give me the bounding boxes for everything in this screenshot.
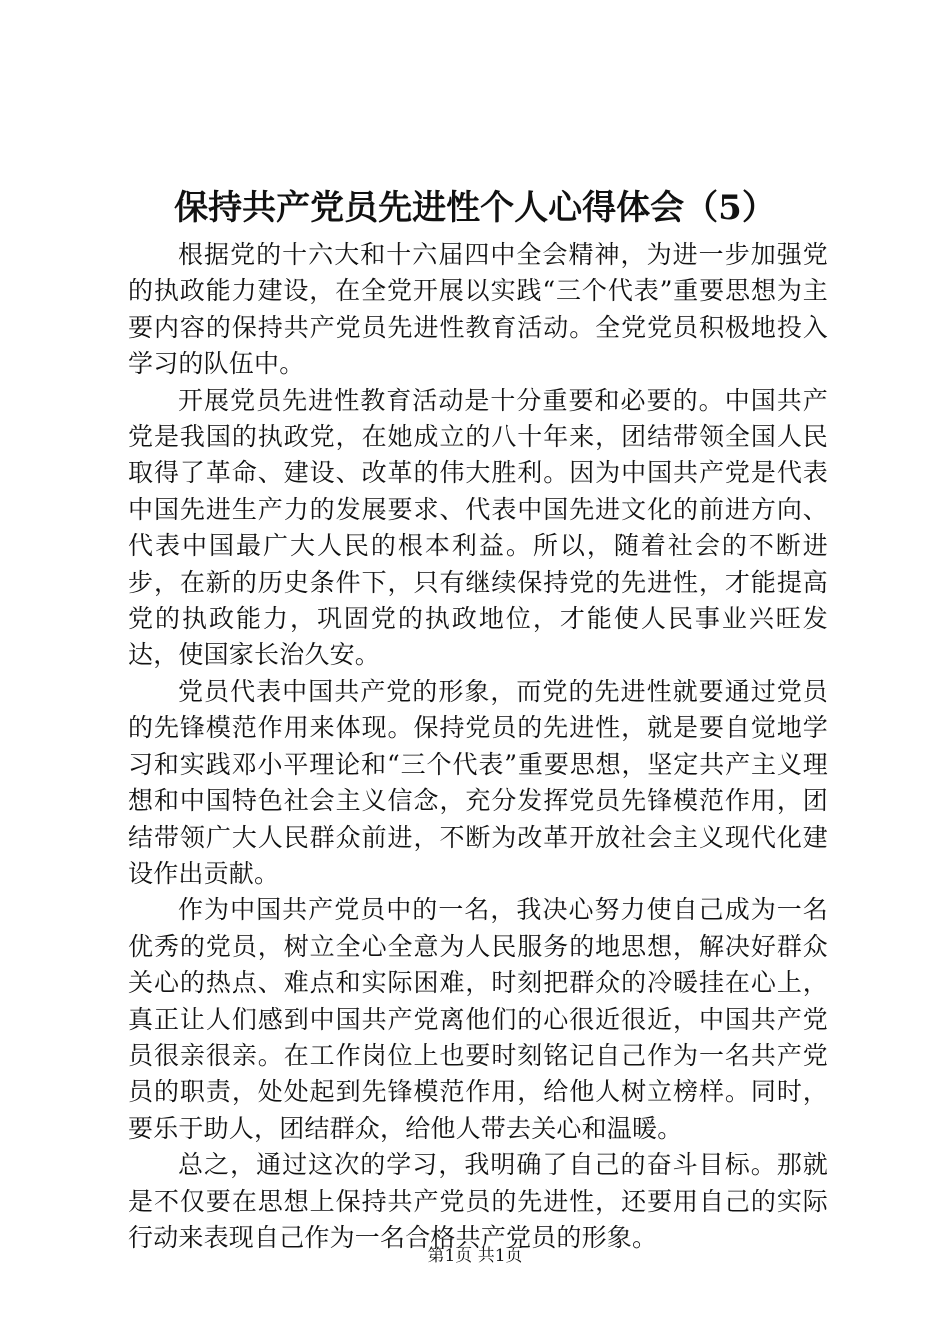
paragraph-1: 根据党的十六大和十六届四中全会精神，为进一步加强党的执政能力建设，在全党开展以实践“三个代表”重要思想为主要内容的保持共产党员先进性教育活动。全党党员积极地投入学习的队伍中。 <box>128 240 828 379</box>
page-footer: 第1页 共1页 <box>427 1246 523 1266</box>
paragraph-4: 作为中国共产党员中的一名，我决心努力使自己成为一名优秀的党员，树立全心全意为人民服务的地思想，解决好群众关心的热点、难点和实际困难，时刻把群众的冷暖挂在心上，真正让人们感到中国共产党离他们的心很近很近，中国共产党员很亲很亲。在工作岗位上也要时刻铭记自己作为一名共产党员的职责，处处起到先锋模范作用，给他人树立榜样。同时，要乐于助人，团结群众，给他人带去关心和温暖。 <box>128 895 828 1143</box>
paragraph-5: 总之，通过这次的学习，我明确了自己的奋斗目标。那就是不仅要在思想上保持共产党员的先进性，还要用自己的实际行动来表现自己作为一名合格共产党员的形象。 <box>128 1150 828 1252</box>
paragraph-2: 开展党员先进性教育活动是十分重要和必要的。中国共产党是我国的执政党，在她成立的八十年来，团结带领全国人民取得了革命、建设、改革的伟大胜利。因为中国共产党是代表中国先进生产力的发展要求、代表中国先进文化的前进方向、代表中国最广大人民的根本利益。所以，随着社会的不断进步，在新的历史条件下，只有继续保持党的先进性，才能提高党的执政能力，巩固党的执政地位，才能使人民事业兴旺发达，使国家长治久安。 <box>128 385 828 670</box>
document-title: 保持共产党员先进性个人心得体会（5） <box>174 188 776 228</box>
paragraph-3: 党员代表中国共产党的形象，而党的先进性就要通过党员的先锋模范作用来体现。保持党员的先进性，就是要自觉地学习和实践邓小平理论和“三个代表”重要思想，坚定共产主义理想和中国特色社会主义信念，充分发挥党员先锋模范作用，团结带领广大人民群众前进，不断为改革开放社会主义现代化建设作出贡献。 <box>128 676 828 888</box>
document-body <box>128 237 828 1256</box>
